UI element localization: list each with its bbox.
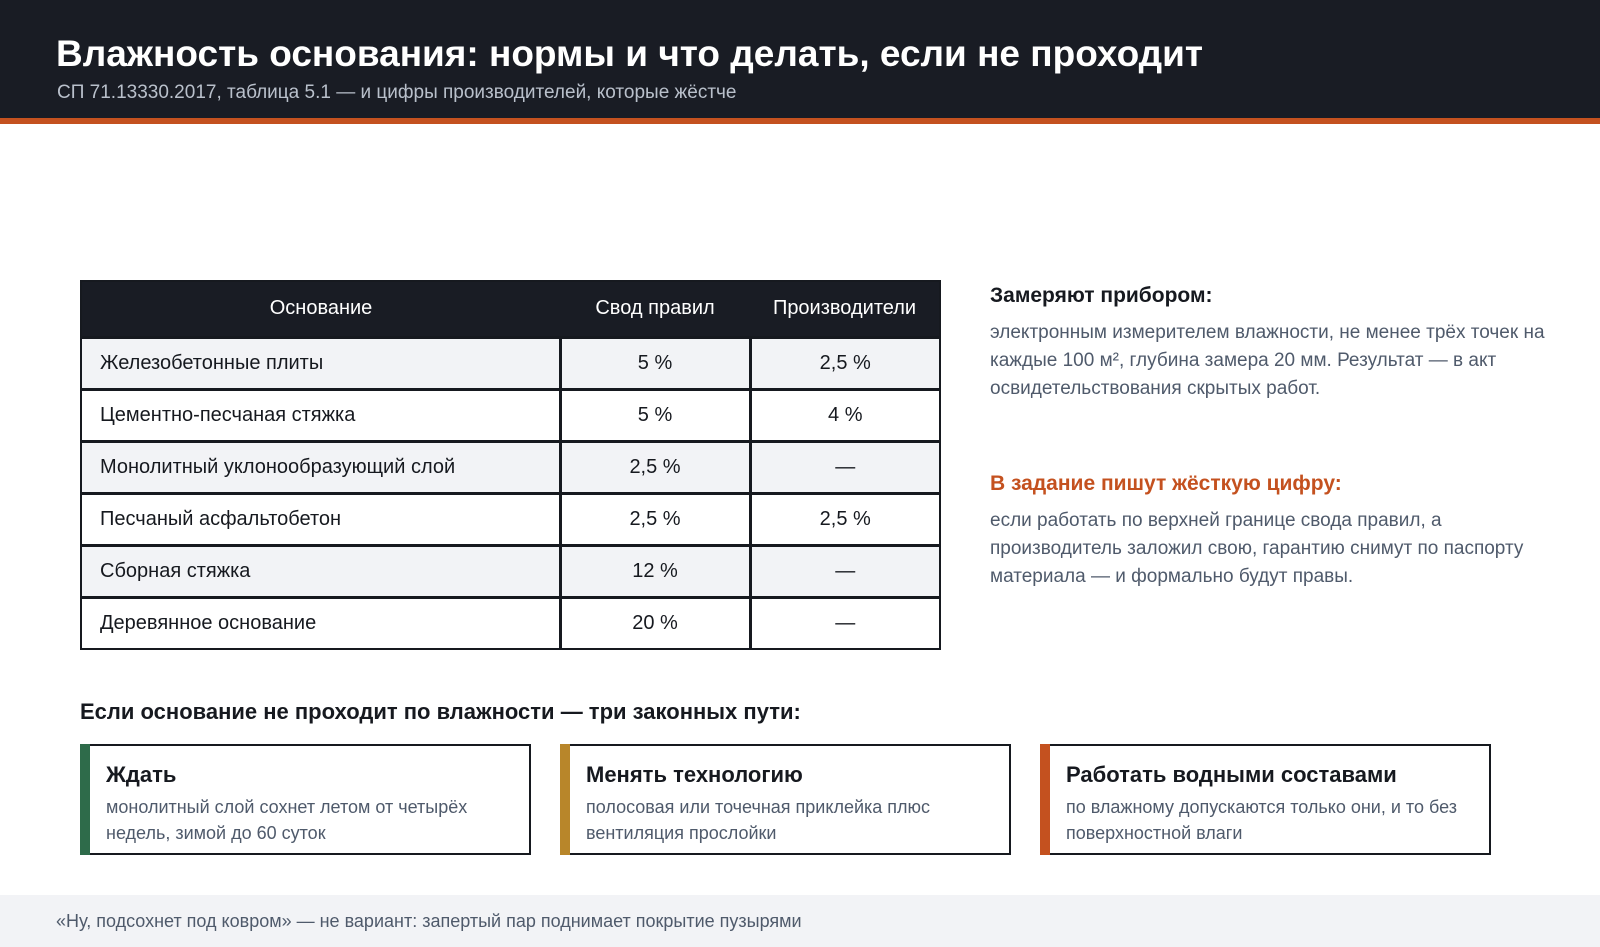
measurement-note-text: электронным измерителем влажности, не менее трёх точек на каждые 100 м², глубина замера 20 мм. Результат — в акт освидетельствования скрытых работ.	[990, 322, 1545, 399]
card-text: полосовая или точечная приклейка плюс вентиляция прослойки	[586, 797, 931, 843]
table-row	[81, 389, 940, 441]
cell-manufacturer-value: —	[750, 441, 940, 493]
card-title: Работать водными составами	[1066, 762, 1397, 787]
column-header-code: Свод правил	[560, 281, 750, 337]
table-row	[81, 441, 940, 493]
moisture-norms-table	[80, 280, 941, 650]
card-title: Ждать	[106, 762, 177, 787]
cell-base: Деревянное основание	[81, 597, 560, 649]
cell-manufacturer-value: 2,5 %	[750, 337, 940, 389]
path-card-change-technology	[560, 744, 1011, 855]
cell-code-value: 5 %	[560, 337, 750, 389]
card-accent-bar	[80, 744, 90, 855]
cell-code-value: 5 %	[560, 389, 750, 441]
path-card-water-based	[1040, 744, 1491, 855]
cell-manufacturer-value: 4 %	[750, 389, 940, 441]
table-row	[81, 337, 940, 389]
footer-note: «Ну, подсохнет под ковром» — не вариант: запертый пар поднимает покрытие пузырями	[56, 911, 802, 931]
cell-base: Монолитный уклонообразующий слой	[81, 441, 560, 493]
cell-base: Песчаный асфальтобетон	[81, 493, 560, 545]
cell-manufacturer-value: 2,5 %	[750, 493, 940, 545]
measurement-note	[990, 284, 1555, 403]
column-header-base: Основание	[81, 281, 560, 337]
table-row	[81, 597, 940, 649]
task-note-title: В задание пишут жёсткую цифру:	[990, 472, 1342, 495]
measurement-note-title: Замеряют прибором:	[990, 284, 1213, 307]
cell-code-value: 2,5 %	[560, 441, 750, 493]
page-title: Влажность основания: нормы и что делать, если не проходит	[56, 33, 1204, 74]
card-text: по влажному допускаются только они, и то без поверхностной влаги	[1066, 797, 1457, 843]
paths-section-title: Если основание не проходит по влажности — три законных пути:	[80, 699, 801, 724]
task-note-text: если работать по верхней границе свода правил, а производитель заложил свою, гарантию снимут по паспорту материала — и формально будут правы.	[990, 510, 1524, 587]
page-header	[0, 0, 1600, 118]
column-header-manufacturers: Производители	[750, 281, 940, 337]
cell-manufacturer-value: —	[750, 597, 940, 649]
card-accent-bar	[1040, 744, 1050, 855]
table-header-row	[81, 281, 940, 337]
path-card-wait	[80, 744, 531, 855]
header-accent-rule	[0, 118, 1600, 124]
card-accent-bar	[560, 744, 570, 855]
cell-code-value: 20 %	[560, 597, 750, 649]
card-text: монолитный слой сохнет летом от четырёх недель, зимой до 60 суток	[106, 797, 468, 843]
task-note	[990, 472, 1555, 591]
page-subtitle: СП 71.13330.2017, таблица 5.1 — и цифры производителей, которые жёстче	[57, 82, 737, 103]
cell-code-value: 2,5 %	[560, 493, 750, 545]
table-row	[81, 493, 940, 545]
card-title: Менять технологию	[586, 762, 803, 787]
cell-manufacturer-value: —	[750, 545, 940, 597]
cell-base: Сборная стяжка	[81, 545, 560, 597]
cell-base: Железобетонные плиты	[81, 337, 560, 389]
table-row	[81, 545, 940, 597]
footer-bar	[0, 895, 1600, 947]
cell-base: Цементно-песчаная стяжка	[81, 389, 560, 441]
cell-code-value: 12 %	[560, 545, 750, 597]
